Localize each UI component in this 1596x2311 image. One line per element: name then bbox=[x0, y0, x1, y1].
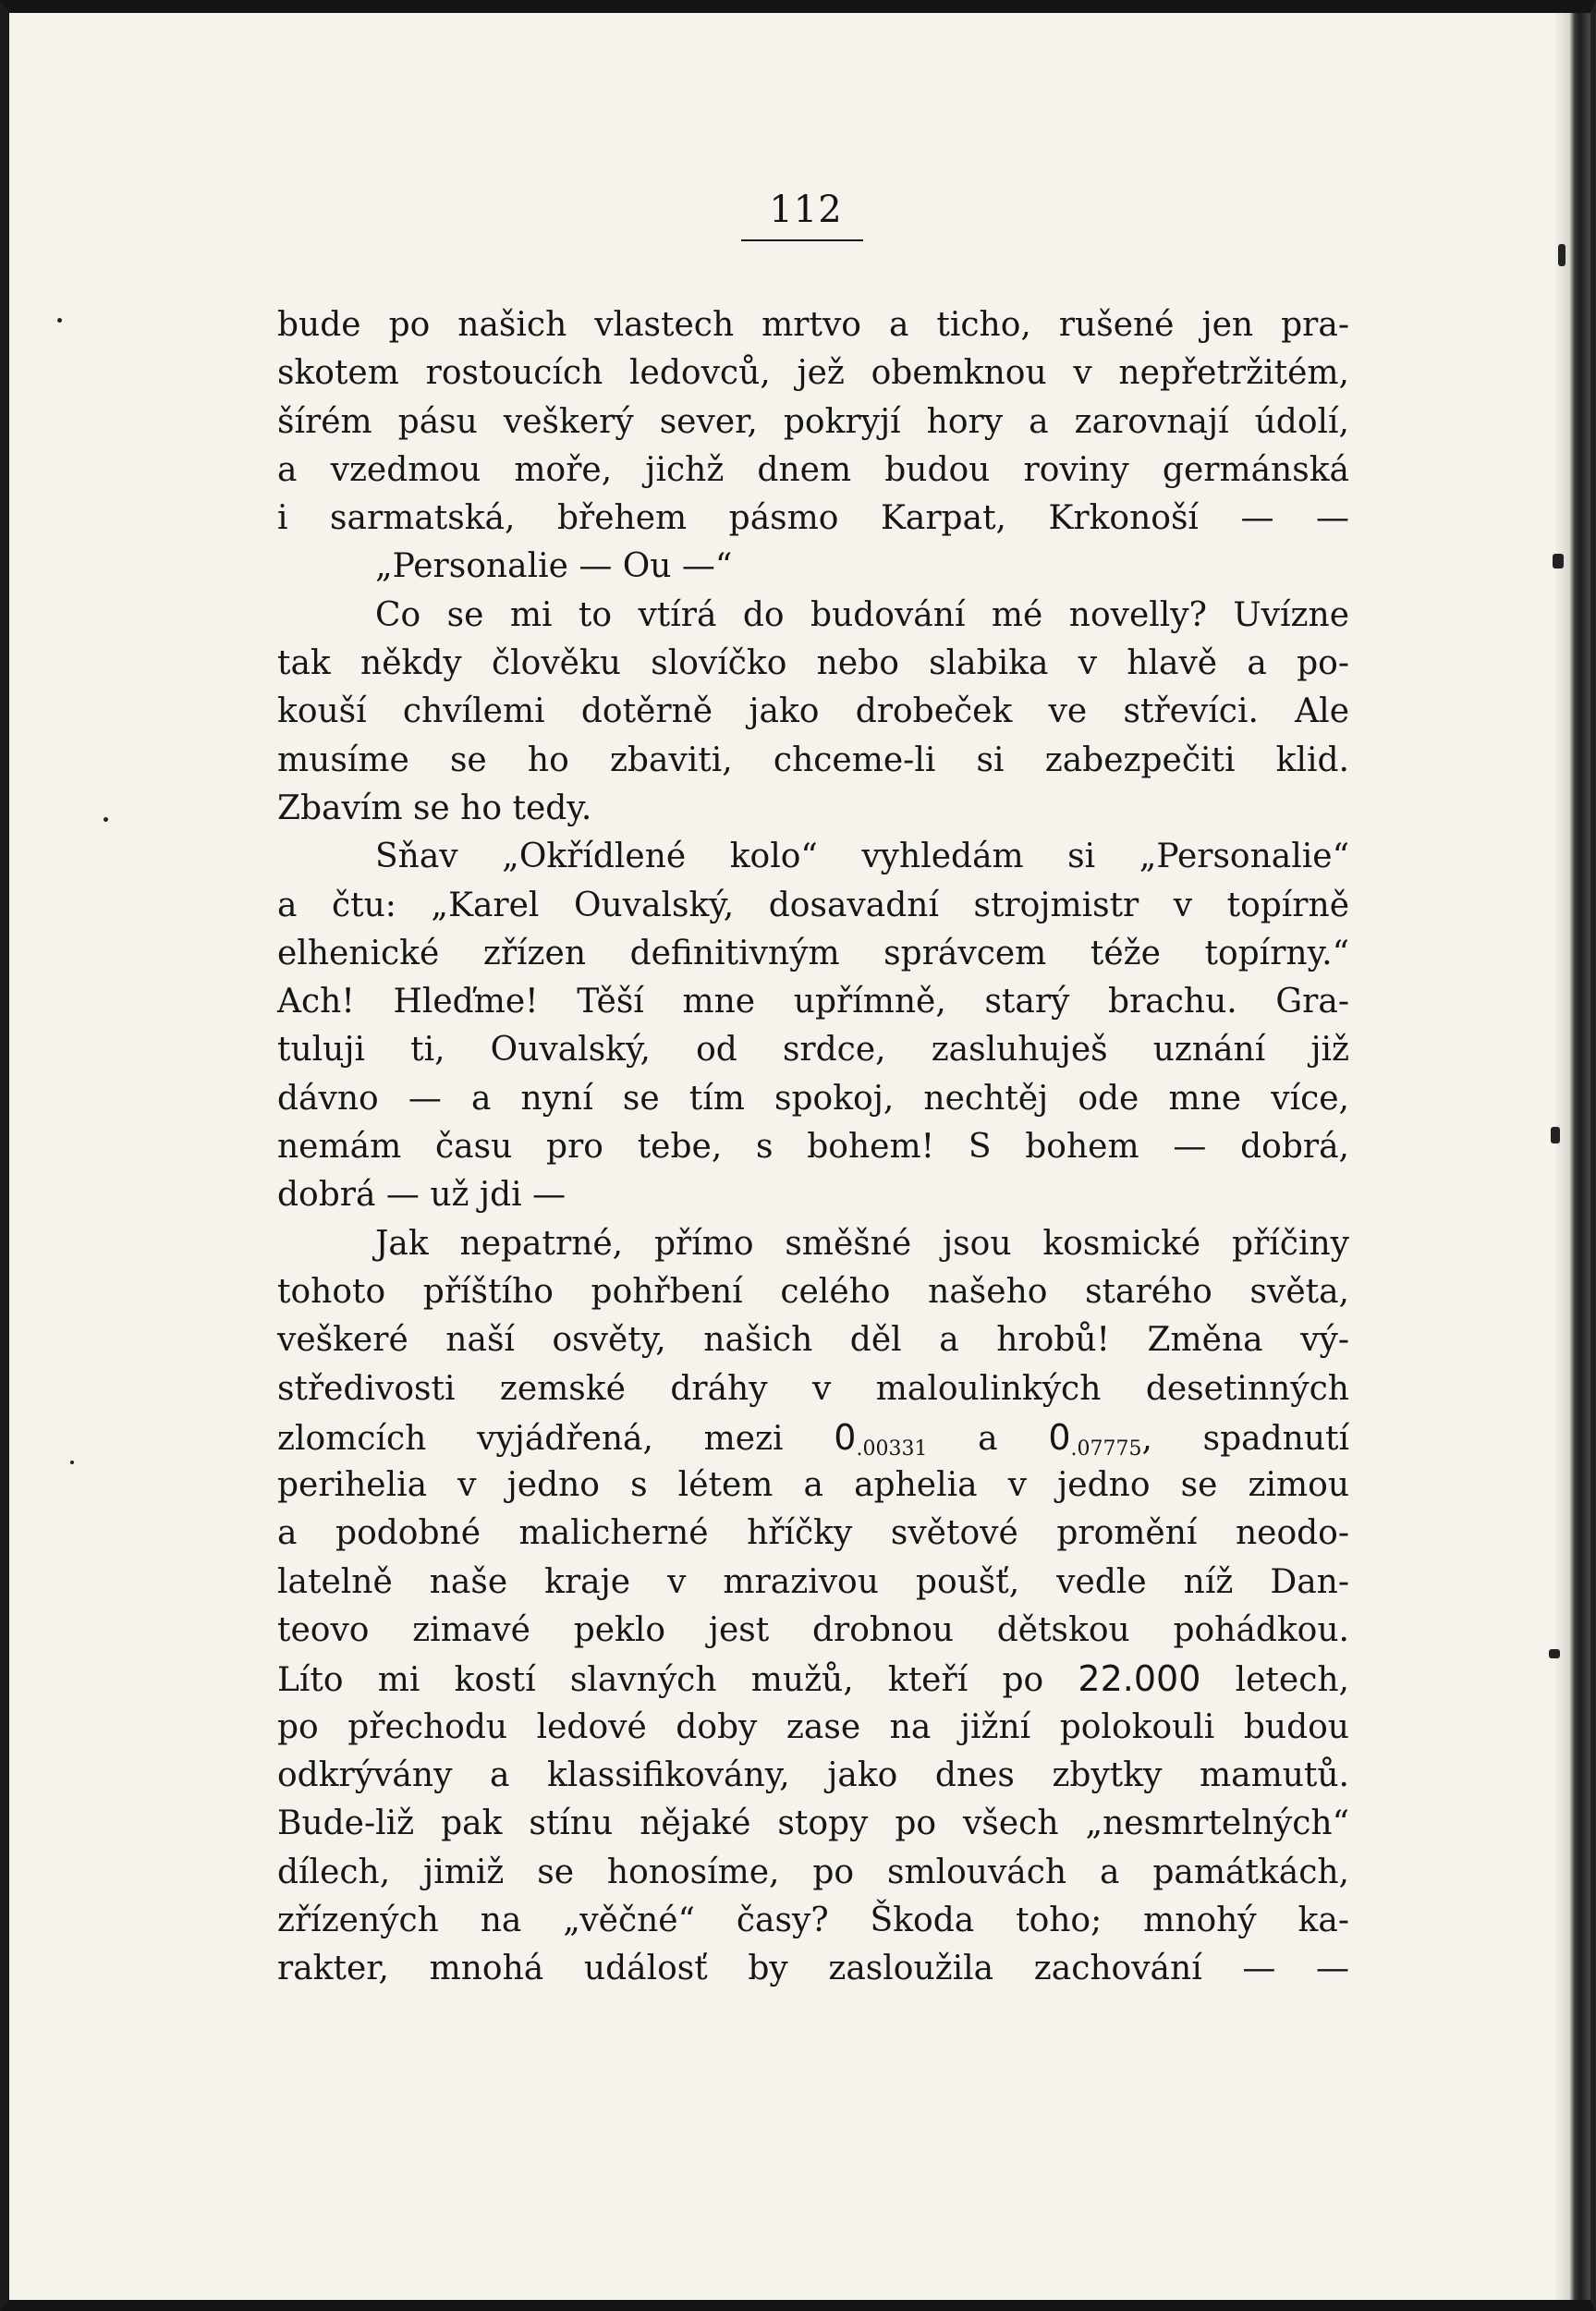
text-line: veškeré naší osvěty, našich děl a hrobů! Změna vý- bbox=[277, 1321, 1349, 1360]
scan-speck bbox=[70, 1461, 74, 1464]
text-line: Co se mi to vtírá do budování mé novelly? Uvízne bbox=[375, 595, 1349, 634]
text-line: nemám času pro tebe, s bohem! S bohem — dobrá, bbox=[277, 1128, 1349, 1167]
text-fragment: , spadnutí bbox=[1141, 1419, 1349, 1458]
text-line: zřízených na „věčné“ časy? Škoda toho; mnohý ka- bbox=[277, 1901, 1349, 1939]
text-line: a vzedmou moře, jichž dnem budou roviny germánská bbox=[277, 450, 1349, 489]
text-line: perihelia v jedno s létem a aphelia v jedno se zimou bbox=[277, 1466, 1349, 1505]
text-line: skotem rostoucích ledovců, jež obemknou v nepřetržitém, bbox=[277, 354, 1349, 393]
text-line bbox=[277, 1413, 1349, 1461]
body-text bbox=[277, 301, 1349, 1993]
text-line: Jak nepatrné, přímo směšné jsou kosmické příčiny bbox=[375, 1224, 1349, 1263]
text-line: dávno — a nyní se tím spokoj, nechtěj ode mne více, bbox=[277, 1079, 1349, 1118]
text-line: Zbavím se ho tedy. bbox=[277, 789, 592, 827]
text-line: teovo zimavé peklo jest drobnou dětskou pohádkou. bbox=[277, 1611, 1349, 1650]
text-line: „Personalie — Ou —“ bbox=[375, 547, 733, 586]
text-fragment: letech, bbox=[1200, 1661, 1349, 1700]
text-line: bude po našich vlastech mrtvo a ticho, rušené jen pra- bbox=[277, 306, 1349, 344]
text-line: po přechodu ledové doby zase na jižní polokouli budou bbox=[277, 1707, 1349, 1746]
text-line bbox=[277, 1655, 1349, 1703]
text-line: tohoto příštího pohřbení celého našeho starého světa, bbox=[277, 1272, 1349, 1311]
text-line: Bude-liž pak stínu nějaké stopy po všech „nesmrtelných“ bbox=[277, 1804, 1349, 1843]
text-line: dílech, jimiž se honosíme, po smlouvách a památkách, bbox=[277, 1852, 1349, 1891]
text-line: Ach! Hleďme! Těší mne upřímně, starý brachu. Gra- bbox=[277, 983, 1349, 1021]
text-line: středivosti zemské dráhy v maloulinkých desetinných bbox=[277, 1369, 1349, 1408]
scan-speck bbox=[1553, 554, 1564, 569]
text-line: odkrývány a klassifikovány, jako dnes zbytky mamutů. bbox=[277, 1755, 1349, 1794]
subscript-number: .00331 bbox=[856, 1437, 928, 1461]
text-line: dobrá — už jdi — bbox=[277, 1176, 567, 1215]
text-fragment: a bbox=[927, 1419, 1049, 1458]
scan-speck bbox=[57, 318, 62, 323]
scan-speck bbox=[1549, 1649, 1560, 1658]
text-line: musíme se ho zbaviti, chceme-li si zabezpečiti klid. bbox=[277, 740, 1349, 779]
text-line: tuluji ti, Ouvalský, od srdce, zasluhuješ uznání již bbox=[277, 1031, 1349, 1070]
text-fragment: Líto mi kostí slavných mužů, kteří po bbox=[277, 1661, 1078, 1700]
text-fragment: zlomcích vyjádřená, mezi bbox=[277, 1419, 835, 1458]
text-line: rakter, mnohá událosť by zasloužila zachování — — bbox=[277, 1950, 1349, 1988]
scan-speck bbox=[104, 817, 108, 822]
text-line: a podobné malicherné hříčky světové promění neodo- bbox=[277, 1514, 1349, 1553]
text-line: Sňav „Okřídlené kolo“ vyhledám si „Personalie“ bbox=[375, 838, 1349, 876]
scan-speck bbox=[1551, 1127, 1560, 1143]
page-number-rule bbox=[741, 239, 863, 241]
text-line: tak někdy člověku slovíčko nebo slabika v hlavě a po- bbox=[277, 644, 1349, 683]
page-number: 112 bbox=[769, 189, 843, 231]
text-fragment: 0 bbox=[834, 1416, 857, 1458]
text-line: i sarmatská, břehem pásmo Karpat, Krkonoší — — bbox=[277, 499, 1349, 538]
subscript-number: .07775 bbox=[1070, 1437, 1142, 1461]
scan-speck bbox=[1558, 244, 1566, 266]
text-line: a čtu: „Karel Ouvalský, dosavadní strojmistr v topírně bbox=[277, 886, 1349, 924]
year-number: 22.000 bbox=[1078, 1658, 1201, 1700]
text-line: šírém pásu veškerý sever, pokryjí hory a zarovnají údolí, bbox=[277, 402, 1349, 441]
text-line: latelně naše kraje v mrazivou poušť, vedle níž Dan- bbox=[277, 1562, 1349, 1601]
text-line: elhenické zřízen definitivným správcem téže topírny.“ bbox=[277, 934, 1349, 972]
text-fragment: 0 bbox=[1048, 1416, 1071, 1458]
page-binding-edge bbox=[1555, 13, 1590, 2300]
text-line: kouší chvílemi dotěrně jako drobeček ve střevíci. Ale bbox=[277, 692, 1349, 731]
